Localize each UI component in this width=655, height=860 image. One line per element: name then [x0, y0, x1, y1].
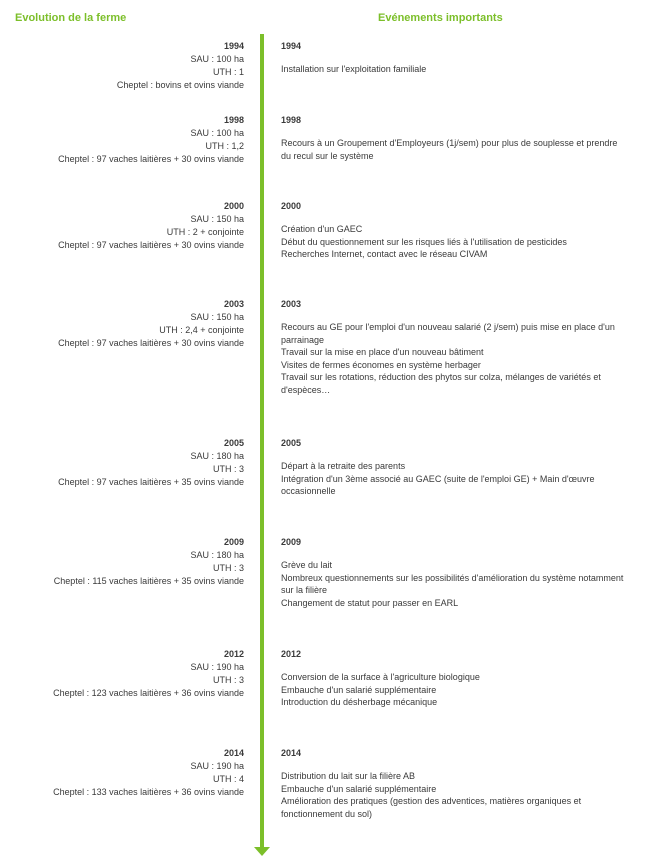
- events-entry-2005: [281, 437, 626, 498]
- event-item: Embauche d'un salarié supplémentaire: [281, 783, 437, 794]
- event-item: Début du questionnement sur les risques liés à l'utilisation de pesticides: [281, 236, 567, 247]
- farm-uth: UTH : 3: [212, 675, 244, 685]
- farm-cheptel: Cheptel : 115 vaches laitières + 35 ovins viande: [53, 576, 244, 586]
- farm-cheptel: Cheptel : bovins et ovins viande: [116, 80, 244, 90]
- events-entry-2003: [281, 298, 626, 396]
- event-year: 2000: [281, 201, 302, 211]
- event-item: Départ à la retraite des parents: [281, 461, 406, 471]
- event-item: Embauche d'un salarié supplémentaire: [281, 684, 437, 695]
- farm-sau: SAU : 150 ha: [190, 214, 244, 224]
- farm-sau: SAU : 100 ha: [190, 128, 244, 138]
- farm-uth: UTH : 1: [212, 67, 244, 77]
- farm-year: 2000: [223, 201, 244, 211]
- farm-uth: UTH : 4: [212, 774, 244, 784]
- farm-uth: UTH : 2,4 + conjointe: [159, 325, 244, 335]
- events-entry-2012: [281, 648, 626, 709]
- farm-entry-2014: [0, 747, 244, 799]
- farm-entry-2000: [0, 200, 244, 252]
- farm-entry-1998: [0, 114, 244, 166]
- events-entry-2009: [281, 536, 626, 609]
- farm-cheptel: Cheptel : 97 vaches laitières + 35 ovins viande: [58, 477, 244, 487]
- farm-uth: UTH : 1,2: [205, 141, 244, 151]
- farm-sau: SAU : 100 ha: [190, 54, 244, 64]
- farm-cheptel: Cheptel : 97 vaches laitières + 30 ovins viande: [58, 240, 244, 250]
- farm-sau: SAU : 150 ha: [190, 312, 244, 322]
- farm-uth: UTH : 2 + conjointe: [166, 227, 244, 237]
- farm-sau: SAU : 180 ha: [190, 451, 244, 461]
- farm-sau: SAU : 190 ha: [190, 761, 244, 771]
- farm-year: 2003: [223, 299, 244, 309]
- timeline-arrow-icon: [254, 847, 270, 856]
- key-events-header: Evénements importants: [378, 12, 503, 24]
- event-item: Introduction du désherbage mécanique: [281, 697, 438, 707]
- farm-year: 2009: [223, 537, 244, 547]
- event-year: 2014: [281, 748, 302, 758]
- event-item: Recherches Internet, contact avec le réseau CIVAM: [281, 249, 488, 259]
- farm-sau: SAU : 180 ha: [190, 550, 244, 560]
- event-item: Amélioration des pratiques (gestion des adventices, matières organiques et fonctionnement du sol): [281, 796, 582, 819]
- farm-year: 1998: [223, 115, 244, 125]
- event-year: 2009: [281, 537, 302, 547]
- farm-entry-2012: [0, 648, 244, 700]
- farm-uth: UTH : 3: [212, 464, 244, 474]
- events-entry-2014: [281, 747, 626, 820]
- event-year: 2003: [281, 299, 302, 309]
- event-item: Travail sur les rotations, réduction des phytos sur colza, mélanges de variétés et d'espèces…: [281, 372, 601, 395]
- event-year: 1994: [281, 41, 302, 51]
- events-entry-1998: [281, 114, 626, 162]
- farm-entry-2009: [0, 536, 244, 588]
- farm-evolution-header: Evolution de la ferme: [15, 12, 127, 24]
- farm-year: 2014: [223, 748, 244, 758]
- event-year: 2012: [281, 649, 302, 659]
- event-item: Grève du lait: [281, 560, 333, 570]
- event-item: Conversion de la surface à l'agriculture biologique: [281, 672, 480, 682]
- farm-entry-2005: [0, 437, 244, 489]
- farm-uth: UTH : 3: [212, 563, 244, 573]
- event-item: Travail sur la mise en place d'un nouveau bâtiment: [281, 347, 484, 357]
- event-item: Visites de fermes économes en système herbager: [281, 359, 481, 370]
- event-item: Installation sur l'exploitation familiale: [281, 64, 427, 74]
- farm-cheptel: Cheptel : 133 vaches laitières + 36 ovins viande: [53, 787, 244, 797]
- farm-entry-1994: [0, 40, 244, 92]
- event-item: Nombreux questionnements sur les possibilités d'amélioration du système notamment sur la filière: [281, 572, 624, 595]
- farm-cheptel: Cheptel : 123 vaches laitières + 36 ovins viande: [53, 688, 244, 698]
- farm-cheptel: Cheptel : 97 vaches laitières + 30 ovins viande: [58, 338, 244, 348]
- farm-year: 2005: [223, 438, 244, 448]
- farm-cheptel: Cheptel : 97 vaches laitières + 30 ovins viande: [58, 154, 244, 164]
- event-year: 2005: [281, 438, 302, 448]
- farm-year: 2012: [223, 649, 244, 659]
- event-item: Distribution du lait sur la filière AB: [281, 771, 416, 781]
- timeline-line: [260, 34, 264, 848]
- farm-sau: SAU : 190 ha: [190, 662, 244, 672]
- event-item: Intégration d'un 3ème associé au GAEC (suite de l'emploi GE) + Main d'œuvre occasionnelle: [281, 473, 595, 496]
- event-item: Recours à un Groupement d'Employeurs (1j/sem) pour plus de souplesse et prendre du recul sur le système: [281, 138, 618, 161]
- events-entry-1994: [281, 40, 626, 76]
- farm-entry-2003: [0, 298, 244, 350]
- farm-year: 1994: [223, 41, 244, 51]
- events-entry-2000: [281, 200, 626, 261]
- event-year: 1998: [281, 115, 302, 125]
- event-item: Changement de statut pour passer en EARL: [281, 597, 459, 608]
- event-item: Création d'un GAEC: [281, 224, 363, 234]
- event-item: Recours au GE pour l'emploi d'un nouveau salarié (2 j/sem) puis mise en place d'un parrainage: [281, 322, 615, 345]
